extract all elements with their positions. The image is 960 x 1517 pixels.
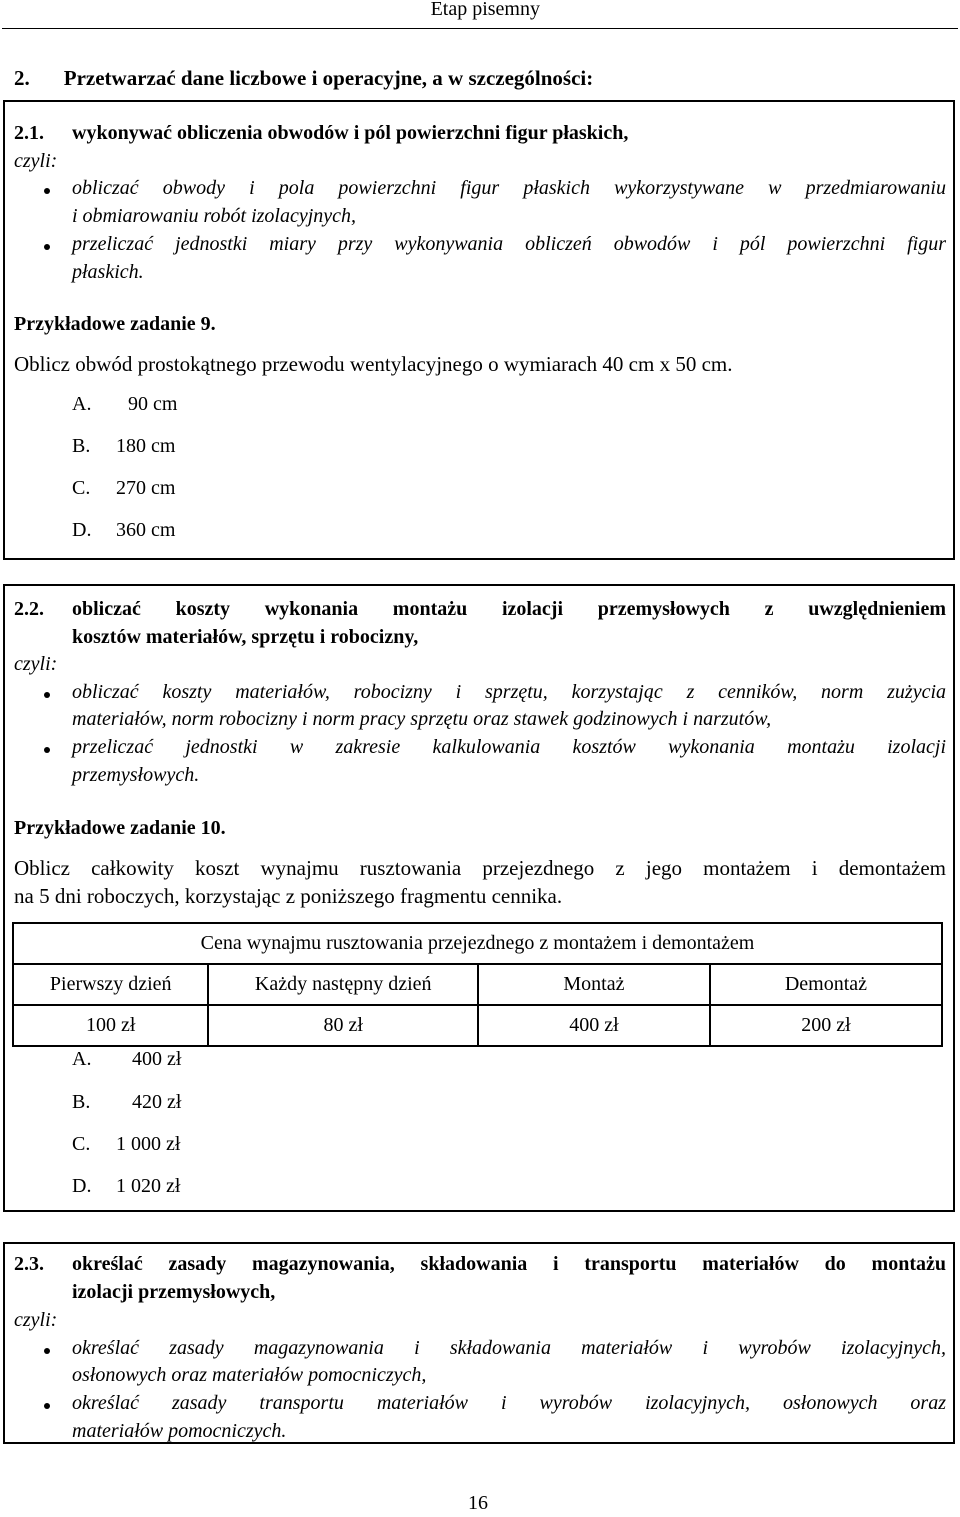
s21-bullet-2-line-1: przeliczać jednostki miary przy wykonywania obliczeń obwodów i pól powierzchni figur — [72, 233, 946, 255]
price-table-cell: 100 zł — [13, 1005, 208, 1046]
s22-title-line-2: kosztów materiałów, sprzętu i robocizny, — [72, 626, 419, 648]
bullet-dot — [44, 747, 50, 753]
s22-answer-text: 420 zł — [132, 1091, 182, 1113]
s22-title-line-1: obliczać koszty wykonania montażu izolacji przemysłowych z uwzględnieniem — [72, 598, 946, 620]
s21-task-text: Oblicz obwód prostokątnego przewodu wentylacyjnego o wymiarach 40 cm x 50 cm. — [14, 352, 733, 376]
s22-task-title: Przykładowe zadanie 10. — [14, 817, 226, 839]
bullet-dot — [44, 692, 50, 698]
section-heading — [14, 66, 593, 91]
s22-answer-letter: C. — [72, 1133, 91, 1155]
price-table-header: Montaż — [478, 964, 710, 1005]
s21-czyli: czyli: — [14, 150, 58, 172]
price-table-header: Demontaż — [710, 964, 942, 1005]
s21-bullet-2-line-2: płaskich. — [72, 261, 144, 283]
s21-answer-text: 90 cm — [128, 393, 178, 415]
s22-answer-text: 400 zł — [132, 1048, 182, 1070]
price-table-caption: Cena wynajmu rusztowania przejezdnego z montażem i demontażem — [13, 923, 942, 964]
s23-bullet-1-line-1: określać zasady magazynowania i składowania materiałów i wyrobów izolacyjnych, — [72, 1337, 946, 1359]
s22-bullet-2-line-2: przemysłowych. — [72, 764, 200, 786]
s21-answer-text: 360 cm — [116, 519, 176, 541]
s22-bullet-1-line-2: materiałów, norm robocizny i norm pracy sprzętu oraz stawek godzinowych i narzutów, — [72, 708, 772, 730]
s21-bullet-1-line-2: i obmiarowaniu robót izolacyjnych, — [72, 205, 357, 227]
s23-title-line-1: określać zasady magazynowania, składowania i transportu materiałów do montażu — [72, 1253, 946, 1275]
s23-bullet-1-line-2: osłonowych oraz materiałów pomocniczych, — [72, 1364, 427, 1386]
s21-answer-text: 180 cm — [116, 435, 176, 457]
s23-number: 2.3. — [14, 1253, 44, 1275]
bullet-dot — [44, 1403, 50, 1409]
s22-answer-letter: B. — [72, 1091, 91, 1113]
section-number: 2. — [14, 66, 30, 90]
s22-czyli: czyli: — [14, 653, 58, 675]
price-table-header: Pierwszy dzień — [13, 964, 208, 1005]
s22-number: 2.2. — [14, 598, 44, 620]
s23-bullet-2-line-2: materiałów pomocniczych. — [72, 1420, 287, 1442]
price-table-cell: 200 zł — [710, 1005, 942, 1046]
s21-title: wykonywać obliczenia obwodów i pól powierzchni figur płaskich, — [72, 122, 629, 144]
s22-bullet-1-line-1: obliczać koszty materiałów, robocizny i sprzętu, korzystając z cenników, norm zużycia — [72, 681, 946, 703]
bullet-dot — [44, 244, 50, 250]
s22-answer-letter: A. — [72, 1048, 92, 1070]
section-title: Przetwarzać dane liczbowe i operacyjne, a w szczególności: — [63, 66, 594, 90]
s22-answer-text: 1 020 zł — [116, 1175, 181, 1197]
price-table-cell: 80 zł — [208, 1005, 478, 1046]
s23-title-line-2: izolacji przemysłowych, — [72, 1281, 276, 1303]
s21-number: 2.1. — [14, 122, 44, 144]
bullet-dot — [44, 188, 50, 194]
s22-task-text-line-2: na 5 dni roboczych, korzystając z poniższego fragmentu cennika. — [14, 884, 563, 908]
s23-bullet-2-line-1: określać zasady transportu materiałów i wyrobów izolacyjnych, osłonowych oraz — [72, 1392, 946, 1414]
s21-answer-letter: B. — [72, 435, 91, 457]
price-table — [12, 922, 943, 1047]
s21-answer-letter: A. — [72, 393, 92, 415]
s21-answer-letter: D. — [72, 519, 92, 541]
price-table-header: Każdy następny dzień — [208, 964, 478, 1005]
s22-answer-letter: D. — [72, 1175, 92, 1197]
bullet-dot — [44, 1348, 50, 1354]
running-header: Etap pisemny — [430, 0, 540, 20]
s22-bullet-2-line-1: przeliczać jednostki w zakresie kalkulowania kosztów wykonania montażu izolacji — [72, 736, 946, 758]
s21-answer-letter: C. — [72, 477, 91, 499]
price-table-cell: 400 zł — [478, 1005, 710, 1046]
page-number: 16 — [468, 1492, 488, 1514]
s21-answer-text: 270 cm — [116, 477, 176, 499]
s21-bullet-1-line-1: obliczać obwody i pola powierzchni figur płaskich wykorzystywane w przedmiarowaniu — [72, 177, 946, 199]
s22-task-text-line-1: Oblicz całkowity koszt wynajmu rusztowania przejezdnego z jego montażem i demontażem — [14, 856, 946, 880]
s21-task-title: Przykładowe zadanie 9. — [14, 313, 216, 335]
s23-czyli: czyli: — [14, 1309, 58, 1331]
s22-answer-text: 1 000 zł — [116, 1133, 181, 1155]
header-rule — [2, 28, 958, 29]
